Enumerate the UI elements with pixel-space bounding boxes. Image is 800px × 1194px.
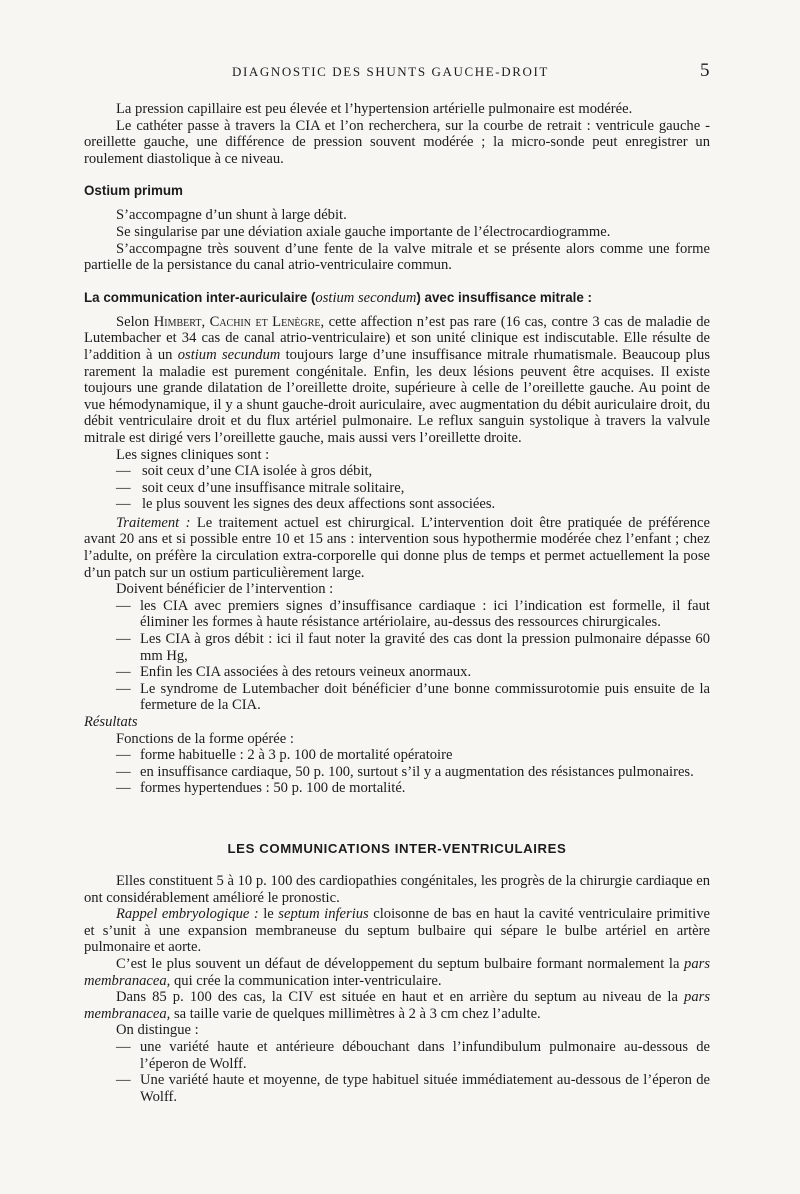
paragraph: Les signes cliniques sont : [116, 446, 270, 463]
paragraph: Dans 85 p. 100 des cas, la CIV est située en haut et en arrière du septum au niveau de la pars membranacea, sa taille varie de quelques millimètres à 2 à 3 cm chez l’adulte. [84, 989, 710, 1022]
paragraph: C’est le plus souvent un défaut de développement du septum bulbaire formant normalement la pars membranacea, qui crée la communication inter-ventriculaire. [84, 955, 710, 989]
list-item: — soit ceux d’une insuffisance mitrale solitaire, [116, 479, 405, 496]
section-heading-ostium-primum: Ostium primum [84, 183, 183, 199]
list-item: — forme habituelle : 2 à 3 p. 100 de mortalité opératoire [116, 747, 453, 764]
paragraph: Traitement : Le traitement actuel est chirurgical. L’intervention doit être pratiquée de préférence avant 20 ans et si possible entre 10 et 15 ans : intervention sous hypothermie modérée chez l’enfant ; chez l’adulte, on préfère la circulation extra-corporelle qui donne plus de temps et permet actuellement la pose d’un patch sur un ostium particulièrement large. [84, 514, 710, 581]
list-item: — le plus souvent les signes des deux affections sont associées. [116, 496, 496, 513]
list-item: — Les CIA à gros débit : ici il faut noter la gravité des cas dont la pression pulmonaire dépasse 60 mm Hg, [116, 631, 710, 664]
list-item: — en insuffisance cardiaque, 50 p. 100, surtout s’il y a augmentation des résistances pulmonaires. [116, 763, 694, 780]
section-heading-civ: LES COMMUNICATIONS INTER-VENTRICULAIRES [227, 840, 567, 856]
paragraph: La pression capillaire est peu élevée et l’hypertension artérielle pulmonaire est modérée. [116, 101, 633, 117]
page-body [84, 101, 710, 1105]
list-item: — soit ceux d’une CIA isolée à gros débit, [116, 463, 373, 480]
page-header [0, 60, 800, 82]
paragraph: Le cathéter passe à travers la CIA et l’on recherchera, sur la courbe de retrait : ventricule gauche - oreillette gauche, une différence de pression souvent modérée ; la micro-sonde peut enregistrer un roulement diastolique à ce niveau. [84, 117, 710, 167]
paragraph: Elles constituent 5 à 10 p. 100 des cardiopathies congénitales, les progrès de la chirurgie cardiaque en ont considérablement amélioré le pronostic. [84, 872, 710, 906]
list-item: — Enfin les CIA associées à des retours veineux anormaux. [116, 664, 472, 681]
paragraph: S’accompagne très souvent d’une fente de la valve mitrale et se présente alors comme une forme partielle de la persistance du canal atrio-ventriculaire commun. [84, 240, 710, 274]
subheading-resultats: Résultats [84, 714, 138, 730]
paragraph: Doivent bénéficier de l’intervention : [116, 581, 334, 598]
running-title: DIAGNOSTIC DES SHUNTS GAUCHE-DROIT [232, 64, 549, 79]
list-item: — une variété haute et antérieure débouchant dans l’infundibulum pulmonaire au-dessous de l’éperon de Wolff. [116, 1038, 710, 1072]
paragraph: S’accompagne d’un shunt à large débit. [116, 207, 347, 224]
paragraph: Fonctions de la forme opérée : [116, 730, 294, 747]
paragraph: On distingue : [116, 1022, 199, 1039]
list-item: — Une variété haute et moyenne, de type habituel située immédiatement au-dessous de l’éperon de Wolff. [116, 1072, 710, 1105]
paragraph: Rappel embryologique : le septum inferius cloisonne de bas en haut la cavité ventriculaire primitive et s’unit à une expansion membraneuse du septum bulbaire qui sépare le bulbe artériel en artère pulmonaire et aorte. [84, 906, 710, 956]
section-heading-cia: La communication inter-auriculaire (ostium secondum) avec insuffisance mitrale : [84, 289, 592, 306]
paragraph: Se singularise par une déviation axiale gauche importante de l’électrocardiogramme. [116, 223, 611, 240]
list-item: — Le syndrome de Lutembacher doit bénéficier d’une bonne commissurotomie puis ensuite de la fermeture de la CIA. [116, 680, 710, 714]
list-item: — les CIA avec premiers signes d’insuffisance cardiaque : ici l’indication est formelle, il faut éliminer les formes à haute résistance artériolaire, au-dessus des ressources chirurgicales. [116, 597, 710, 631]
page-number: 5 [700, 60, 710, 81]
list-item: — formes hypertendues : 50 p. 100 de mortalité. [116, 780, 406, 797]
paragraph: Selon Himbert, Cachin et Lenègre, cette affection n’est pas rare (16 cas, contre 3 cas de maladie de Lutembacher et 34 cas de canal atrio-ventriculaire) et son unité clinique est indiscutable. Elle résulte de l’addition à un ostium secundum toujours large d’une insuffisance mitrale rhumatismale. Beaucoup plus rarement la maladie est purement congénitale. Enfin, les deux lésions peuvent être acquises. Il existe toujours une grande dilatation de l’oreillette droite, supérieure à celle de l’oreillette gauche. Au point de vue hémodynamique, il y a shunt gauche-droit auriculaire, avec augmentation du débit auriculaire droit, du débit ventriculaire droit et du flux artériel pulmonaire. Le reflux sanguin systolique à travers la valvule mitrale est dirigé vers l’oreillette gauche, mais aussi vers l’oreillette droite. [84, 313, 711, 446]
